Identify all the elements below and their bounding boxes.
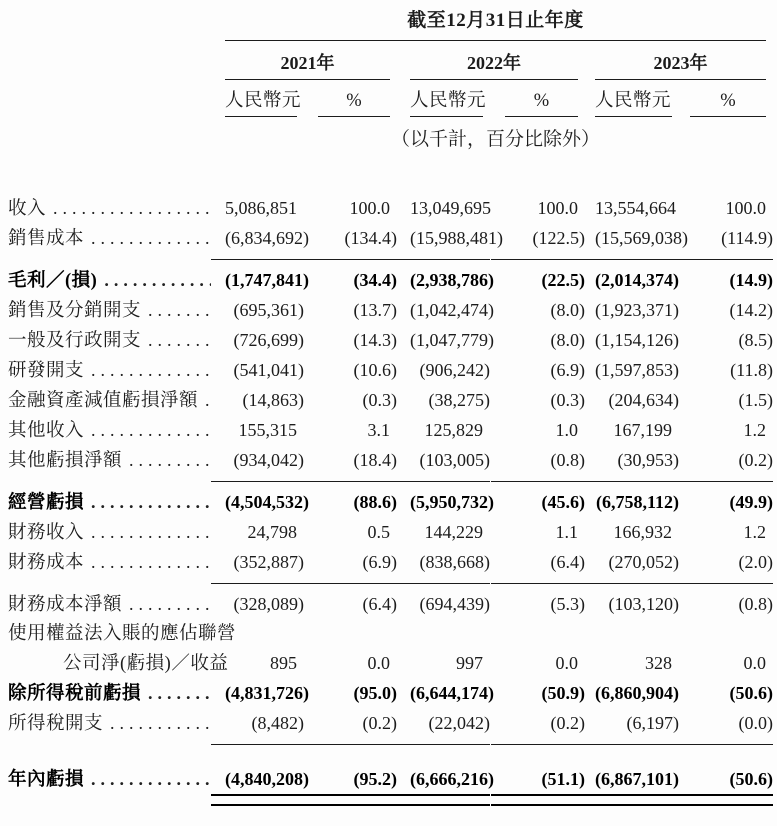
cell-value: (328,089) bbox=[233, 594, 304, 614]
percent-cell bbox=[690, 386, 773, 415]
income-statement-table bbox=[8, 8, 773, 802]
percent-cell bbox=[505, 416, 578, 445]
row-label-text: 毛利／(損) bbox=[8, 271, 98, 291]
percent-cell bbox=[318, 679, 397, 708]
percent-cell bbox=[505, 590, 585, 619]
amount-cell bbox=[225, 386, 304, 415]
amount-cell bbox=[595, 416, 672, 445]
amount-cell bbox=[225, 416, 297, 445]
amount-cell bbox=[410, 765, 494, 802]
percent-cell bbox=[318, 709, 397, 745]
cell-value: (0.8) bbox=[550, 450, 585, 470]
amount-cell bbox=[410, 326, 494, 355]
cell-value: 167,199 bbox=[613, 420, 672, 440]
amount-cell bbox=[595, 548, 679, 584]
cell-value: (6.9) bbox=[550, 360, 585, 380]
percent-cell bbox=[318, 548, 397, 584]
percent-cell bbox=[318, 296, 397, 325]
amount-cell bbox=[410, 194, 491, 223]
dot-leader bbox=[205, 386, 211, 416]
cell-value: (50.6) bbox=[729, 769, 773, 789]
table-row bbox=[8, 356, 773, 386]
cell-value: (1,042,474) bbox=[410, 300, 494, 320]
cell-value: 1.0 bbox=[555, 420, 578, 440]
cell-value: (6,758,112) bbox=[596, 492, 679, 512]
row-label-text: 財務成本 bbox=[8, 553, 85, 573]
cell-value: (50.9) bbox=[541, 683, 585, 703]
amount-cell bbox=[225, 679, 309, 708]
percent-cell bbox=[690, 548, 773, 584]
row-label-text: 銷售成本 bbox=[8, 229, 85, 249]
cell-value: 100.0 bbox=[725, 198, 766, 218]
cell-value: (6,666,216) bbox=[410, 769, 494, 789]
row-label bbox=[8, 620, 237, 649]
percent-cell bbox=[318, 326, 397, 355]
table-row bbox=[8, 416, 766, 446]
amount-cell bbox=[225, 518, 297, 547]
percent-cell bbox=[690, 224, 773, 260]
row-label-text: 財務收入 bbox=[8, 523, 85, 543]
table-row bbox=[8, 709, 773, 745]
year-header-2021: 2021年 bbox=[225, 41, 390, 80]
cell-value: (0.3) bbox=[550, 390, 585, 410]
row-label bbox=[8, 679, 225, 709]
amount-cell bbox=[595, 765, 679, 802]
cell-value: (114.9) bbox=[721, 228, 773, 248]
cell-value: (134.4) bbox=[344, 228, 397, 248]
cell-value: (6,834,692) bbox=[225, 228, 309, 248]
row-label bbox=[8, 649, 229, 679]
row-label bbox=[8, 416, 225, 446]
amount-cell bbox=[595, 266, 679, 295]
row-label bbox=[8, 224, 225, 254]
cell-value: (6,867,101) bbox=[595, 769, 679, 789]
percent-cell bbox=[505, 488, 585, 517]
row-label-text: 銷售及分銷開支 bbox=[8, 301, 142, 321]
percent-cell bbox=[690, 709, 773, 745]
cell-value: (22,042) bbox=[428, 713, 490, 733]
cell-value: 328 bbox=[645, 653, 672, 673]
table-row bbox=[8, 765, 773, 802]
amount-cell bbox=[410, 446, 490, 482]
percent-cell bbox=[505, 194, 578, 223]
dot-leader bbox=[110, 709, 211, 739]
amount-cell bbox=[410, 590, 490, 619]
cell-value: (11.8) bbox=[730, 360, 773, 380]
row-label bbox=[8, 356, 225, 386]
amount-cell bbox=[595, 194, 676, 223]
percent-cell bbox=[505, 548, 585, 584]
table-row bbox=[8, 590, 773, 620]
row-label bbox=[8, 488, 225, 518]
row-label bbox=[8, 194, 225, 224]
percent-cell bbox=[690, 416, 766, 445]
row-label-text: 其他虧損淨額 bbox=[8, 451, 123, 471]
percent-column-header: % bbox=[318, 80, 390, 117]
cell-value: (34.4) bbox=[353, 270, 397, 290]
cell-value: (695,361) bbox=[233, 300, 304, 320]
amount-cell bbox=[595, 356, 679, 385]
cell-value: 100.0 bbox=[537, 198, 578, 218]
percent-cell bbox=[690, 488, 773, 517]
cell-value: (0.8) bbox=[738, 594, 773, 614]
cell-value: (8.0) bbox=[550, 300, 585, 320]
cell-value: (30,953) bbox=[617, 450, 679, 470]
cell-value: (95.2) bbox=[353, 769, 397, 789]
row-label bbox=[8, 548, 225, 578]
table-row bbox=[8, 194, 766, 224]
amount-cell bbox=[595, 386, 679, 415]
percent-cell bbox=[318, 416, 390, 445]
dot-leader bbox=[91, 548, 211, 578]
cell-value: (10.6) bbox=[353, 360, 397, 380]
amount-cell bbox=[410, 518, 483, 547]
row-label-text: 其他收入 bbox=[8, 421, 85, 441]
cell-value: 895 bbox=[270, 653, 297, 673]
percent-cell bbox=[690, 296, 773, 325]
percent-cell bbox=[505, 649, 578, 678]
percent-cell bbox=[318, 266, 397, 295]
percent-cell bbox=[505, 765, 585, 802]
cell-value: (6,860,904) bbox=[595, 683, 679, 703]
cell-value: (14.9) bbox=[729, 270, 773, 290]
cell-value: (0.0) bbox=[738, 713, 773, 733]
cell-value: 24,798 bbox=[247, 522, 297, 542]
row-label bbox=[8, 446, 225, 476]
row-label-text: 所得稅開支 bbox=[8, 714, 104, 734]
percent-cell bbox=[505, 296, 585, 325]
cell-value: (934,042) bbox=[233, 450, 304, 470]
amount-cell bbox=[225, 488, 309, 517]
row-label-text: 除所得稅前虧損 bbox=[8, 684, 142, 704]
cell-value: (8,482) bbox=[251, 713, 304, 733]
table-row bbox=[8, 649, 766, 679]
dot-leader bbox=[91, 224, 211, 254]
cell-value: 13,049,695 bbox=[410, 198, 491, 218]
cell-value: (0.3) bbox=[362, 390, 397, 410]
row-label bbox=[8, 386, 225, 416]
percent-cell bbox=[505, 446, 585, 482]
cell-value: (726,699) bbox=[233, 330, 304, 350]
table-row bbox=[8, 548, 773, 584]
row-label-text: 金融資產減值虧損淨額 bbox=[8, 391, 199, 411]
cell-value: (6,644,174) bbox=[410, 683, 494, 703]
cell-value: (8.0) bbox=[550, 330, 585, 350]
cell-value: (14,863) bbox=[242, 390, 304, 410]
percent-cell bbox=[505, 709, 585, 745]
row-label bbox=[8, 590, 225, 620]
cell-value: (0.2) bbox=[362, 713, 397, 733]
cell-value: (2,938,786) bbox=[410, 270, 494, 290]
cell-value: 125,829 bbox=[424, 420, 483, 440]
cell-value: 0.0 bbox=[743, 653, 766, 673]
table-row bbox=[8, 446, 773, 482]
amount-cell bbox=[595, 590, 679, 619]
amount-cell bbox=[595, 488, 679, 517]
cell-value: (1,747,841) bbox=[225, 270, 309, 290]
amount-cell bbox=[225, 356, 304, 385]
percent-cell bbox=[505, 326, 585, 355]
amount-cell bbox=[225, 446, 304, 482]
row-label-text: 一般及行政開支 bbox=[8, 331, 142, 351]
table-row bbox=[8, 620, 766, 649]
cell-value: (541,041) bbox=[233, 360, 304, 380]
amount-cell bbox=[225, 296, 304, 325]
amount-cell bbox=[410, 488, 494, 517]
percent-cell bbox=[318, 224, 397, 260]
cell-value: (204,634) bbox=[608, 390, 679, 410]
amount-cell bbox=[225, 194, 297, 223]
table-row bbox=[8, 679, 773, 709]
row-label-text: 財務成本淨額 bbox=[8, 595, 123, 615]
cell-value: (1,597,853) bbox=[595, 360, 679, 380]
cell-value: (838,668) bbox=[419, 552, 490, 572]
cell-value: 1.1 bbox=[555, 522, 578, 542]
table-row bbox=[8, 326, 773, 356]
cell-value: (6.4) bbox=[550, 552, 585, 572]
cell-value: (352,887) bbox=[233, 552, 304, 572]
cell-value: (13.7) bbox=[353, 300, 397, 320]
cell-value: (2.0) bbox=[738, 552, 773, 572]
amount-cell bbox=[410, 679, 494, 708]
cell-value: (694,439) bbox=[419, 594, 490, 614]
percent-cell bbox=[505, 518, 578, 547]
year-header-2022: 2022年 bbox=[410, 41, 578, 80]
row-label bbox=[8, 518, 225, 548]
amount-cell bbox=[595, 679, 679, 708]
percent-cell bbox=[318, 386, 397, 415]
cell-value: (14.3) bbox=[353, 330, 397, 350]
cell-value: 0.0 bbox=[555, 653, 578, 673]
cell-value: (0.2) bbox=[738, 450, 773, 470]
row-label bbox=[8, 709, 225, 739]
cell-value: (95.0) bbox=[353, 683, 397, 703]
amount-cell bbox=[225, 548, 304, 584]
cell-value: 13,554,664 bbox=[595, 198, 676, 218]
dot-leader bbox=[148, 679, 211, 709]
cell-value: (103,120) bbox=[608, 594, 679, 614]
percent-cell bbox=[690, 518, 766, 547]
percent-cell bbox=[318, 518, 390, 547]
row-label-text: 經營虧損 bbox=[8, 493, 85, 513]
row-label bbox=[8, 765, 225, 795]
dot-leader bbox=[91, 356, 211, 386]
amount-cell bbox=[595, 224, 688, 260]
cell-value: (22.5) bbox=[541, 270, 585, 290]
cell-value: 3.1 bbox=[367, 420, 390, 440]
amount-cell bbox=[225, 266, 309, 295]
percent-cell bbox=[690, 356, 773, 385]
percent-cell bbox=[318, 765, 397, 802]
percent-cell bbox=[690, 765, 773, 802]
percent-cell bbox=[690, 446, 773, 482]
cell-value: (2,014,374) bbox=[595, 270, 679, 290]
dot-leader bbox=[148, 296, 211, 326]
table-header bbox=[8, 8, 766, 41]
table-row bbox=[8, 518, 766, 548]
amount-cell bbox=[225, 709, 304, 745]
row-label-text: 年內虧損 bbox=[8, 770, 85, 790]
dot-leader bbox=[129, 590, 211, 620]
row-label bbox=[8, 266, 225, 296]
amount-cell bbox=[410, 416, 483, 445]
cell-value: (45.6) bbox=[541, 492, 585, 512]
percent-cell bbox=[505, 224, 585, 260]
unit-note: （以千計，百分比除外） bbox=[390, 129, 600, 150]
cell-value: 1.2 bbox=[743, 522, 766, 542]
cell-value: (18.4) bbox=[353, 450, 397, 470]
percent-cell bbox=[505, 356, 585, 385]
amount-cell bbox=[225, 326, 304, 355]
percent-cell bbox=[505, 266, 585, 295]
cell-value: (49.9) bbox=[729, 492, 773, 512]
amount-cell bbox=[595, 296, 679, 325]
dot-leader bbox=[148, 326, 211, 356]
cell-value: 0.5 bbox=[367, 522, 390, 542]
dot-leader bbox=[91, 416, 211, 446]
percent-cell bbox=[318, 446, 397, 482]
cell-value: (6.9) bbox=[362, 552, 397, 572]
amount-cell bbox=[410, 649, 483, 678]
cell-value: (5.3) bbox=[550, 594, 585, 614]
cell-value: 5,086,851 bbox=[225, 198, 297, 218]
percent-cell bbox=[690, 649, 766, 678]
cell-value: (122.5) bbox=[532, 228, 585, 248]
period-header: 截至12月31日止年度 bbox=[225, 8, 766, 41]
cell-value: (15,569,038) bbox=[595, 228, 688, 248]
table-row bbox=[8, 488, 773, 518]
dot-leader bbox=[91, 518, 211, 548]
cell-value: (6.4) bbox=[362, 594, 397, 614]
year-header-row bbox=[8, 41, 766, 80]
cell-value: 144,229 bbox=[424, 522, 483, 542]
cell-value: (1,047,779) bbox=[410, 330, 494, 350]
amount-cell bbox=[410, 296, 494, 325]
table-row bbox=[8, 386, 773, 416]
amount-cell bbox=[410, 709, 490, 745]
year-header-2023: 2023年 bbox=[595, 41, 766, 80]
row-label bbox=[8, 326, 225, 356]
percent-column-header: % bbox=[690, 80, 766, 117]
cell-value: (38,275) bbox=[428, 390, 490, 410]
amount-cell bbox=[410, 266, 494, 295]
dot-leader bbox=[53, 194, 211, 224]
percent-cell bbox=[318, 649, 390, 678]
cell-value: 155,315 bbox=[238, 420, 297, 440]
cell-value: 166,932 bbox=[613, 522, 672, 542]
percent-cell bbox=[318, 590, 397, 619]
amount-cell bbox=[410, 386, 490, 415]
table-body bbox=[8, 194, 773, 802]
cell-value: (4,831,726) bbox=[225, 683, 309, 703]
cell-value: (88.6) bbox=[353, 492, 397, 512]
cell-value: 0.0 bbox=[367, 653, 390, 673]
table-row bbox=[8, 224, 773, 260]
percent-cell bbox=[690, 266, 773, 295]
cell-value: (0.2) bbox=[550, 713, 585, 733]
amount-column-header: 人民幣元 bbox=[410, 80, 483, 117]
unit-note-row bbox=[8, 117, 766, 152]
cell-value: (4,504,532) bbox=[225, 492, 309, 512]
dot-leader bbox=[91, 765, 211, 795]
amount-cell bbox=[595, 326, 679, 355]
percent-cell bbox=[505, 386, 585, 415]
percent-cell bbox=[318, 356, 397, 385]
percent-cell bbox=[690, 590, 773, 619]
dot-leader bbox=[91, 488, 211, 518]
percent-cell bbox=[690, 326, 773, 355]
amount-cell bbox=[225, 590, 304, 619]
cell-value: (5,950,732) bbox=[410, 492, 494, 512]
cell-value: (6,197) bbox=[626, 713, 679, 733]
cell-value: (8.5) bbox=[738, 330, 773, 350]
cell-value: (1,923,371) bbox=[595, 300, 679, 320]
cell-value: (103,005) bbox=[419, 450, 490, 470]
percent-cell bbox=[505, 679, 585, 708]
cell-value: (1,154,126) bbox=[595, 330, 679, 350]
cell-value: 1.2 bbox=[743, 420, 766, 440]
amount-cell bbox=[595, 649, 672, 678]
percent-cell bbox=[690, 194, 766, 223]
amount-cell bbox=[595, 518, 672, 547]
percent-cell bbox=[318, 194, 390, 223]
cell-value: (906,242) bbox=[419, 360, 490, 380]
amount-cell bbox=[410, 356, 490, 385]
row-label-text: 收入 bbox=[8, 199, 47, 219]
amount-cell bbox=[410, 548, 490, 584]
row-label bbox=[8, 296, 225, 326]
amount-cell bbox=[225, 649, 297, 678]
cell-value: (14.2) bbox=[729, 300, 773, 320]
cell-value: (1.5) bbox=[738, 390, 773, 410]
cell-value: (4,840,208) bbox=[225, 769, 309, 789]
amount-cell bbox=[225, 224, 309, 260]
column-header-row bbox=[8, 80, 766, 117]
cell-value: (51.1) bbox=[541, 769, 585, 789]
cell-value: 997 bbox=[456, 653, 483, 673]
cell-value: (270,052) bbox=[608, 552, 679, 572]
amount-cell bbox=[410, 224, 503, 260]
dot-leader bbox=[129, 446, 211, 476]
amount-column-header: 人民幣元 bbox=[225, 80, 297, 117]
row-label-text: 公司淨(虧損)／收益 bbox=[63, 654, 229, 674]
row-label-text: 研發開支 bbox=[8, 361, 85, 381]
amount-cell bbox=[595, 709, 679, 745]
row-label-text: 使用權益法入賬的應佔聯營 bbox=[8, 624, 237, 644]
cell-value: 100.0 bbox=[349, 198, 390, 218]
amount-cell bbox=[225, 765, 309, 802]
amount-column-header: 人民幣元 bbox=[595, 80, 672, 117]
table-row bbox=[8, 266, 773, 296]
amount-cell bbox=[595, 446, 679, 482]
percent-cell bbox=[318, 488, 397, 517]
percent-cell bbox=[690, 679, 773, 708]
percent-column-header: % bbox=[505, 80, 578, 117]
dot-leader bbox=[104, 266, 211, 296]
table-row bbox=[8, 296, 773, 326]
cell-value: (50.6) bbox=[729, 683, 773, 703]
cell-value: (15,988,481) bbox=[410, 228, 503, 248]
